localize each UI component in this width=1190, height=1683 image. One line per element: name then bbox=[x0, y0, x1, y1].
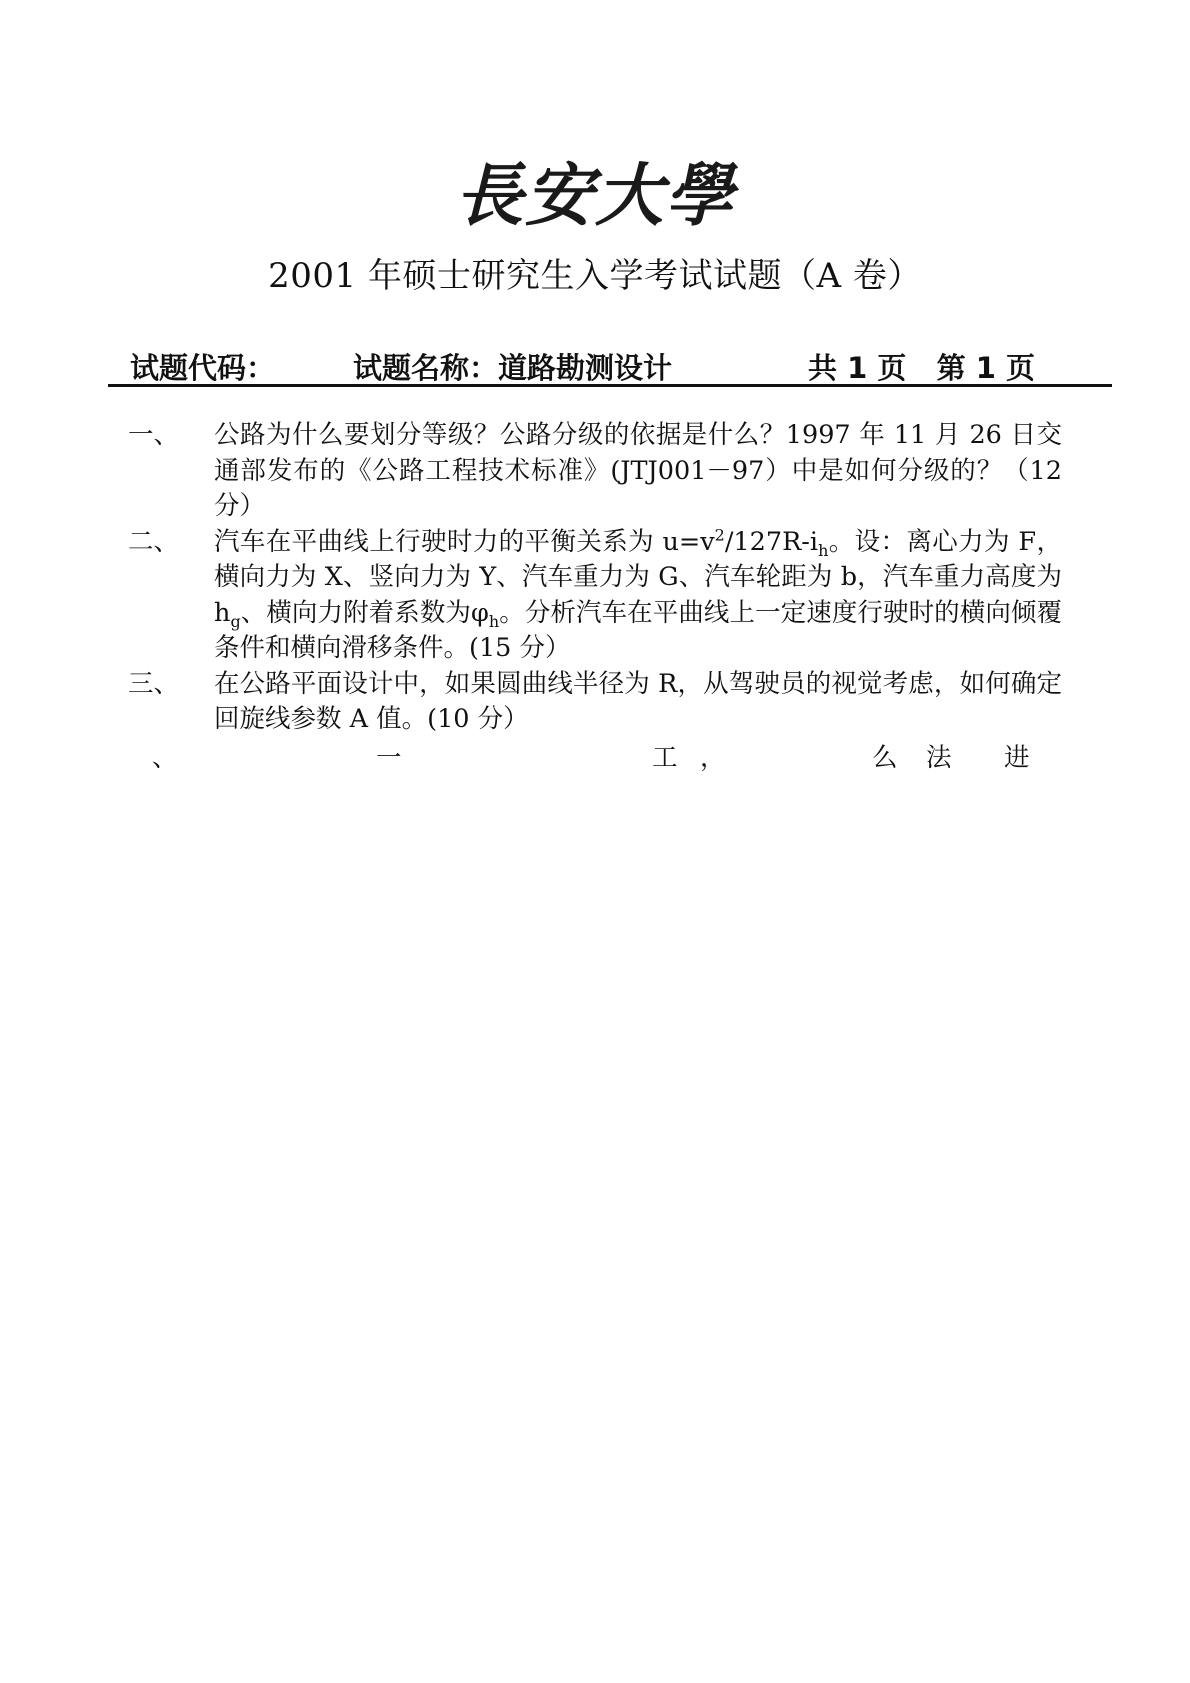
partial-glyph: 法 bbox=[926, 743, 952, 773]
exam-name-label: 试题名称：道路勘测设计 bbox=[353, 351, 673, 385]
exam-title: 2001 年硕士研究生入学考试试题（A 卷） bbox=[268, 256, 922, 296]
question-text-part: 、横向力附着系数为φ bbox=[240, 597, 489, 628]
question-text: 在公路平面设计中，如果圆曲线半径为 R，从驾驶员的视觉考虑，如何确定回旋线参数 A 值。(10 分） bbox=[214, 668, 1062, 734]
question-1 bbox=[128, 418, 1062, 525]
question-text: 公路为什么要划分等级？公路分级的依据是什么？1997 年 11 月 26 日交通部发布的《公路工程技术标准》(JTJ001－97）中是如何分级的？（12 分） bbox=[214, 420, 1062, 521]
header-divider bbox=[108, 384, 1112, 387]
partial-glyph: 工 bbox=[652, 743, 678, 773]
question-number: 三、 bbox=[128, 668, 180, 699]
partial-glyph: 么 bbox=[872, 743, 898, 773]
question-number: 二、 bbox=[128, 526, 180, 557]
exam-header bbox=[108, 346, 1108, 386]
question-text-part: /127R-i bbox=[724, 526, 819, 557]
page-count-label: 共 1 页 第 1 页 bbox=[808, 351, 1036, 385]
superscript: 2 bbox=[714, 525, 725, 544]
question-list bbox=[128, 418, 1062, 738]
question-text-part: 汽车在平曲线上行驶时力的平衡关系为 u=v bbox=[214, 526, 715, 557]
question-3 bbox=[128, 667, 1062, 738]
question-2 bbox=[128, 525, 1062, 667]
partial-glyph: 一 bbox=[376, 743, 402, 773]
cut-off-line bbox=[0, 738, 1190, 774]
question-text-part: 。分析汽车在平曲线上一定速度行驶时的横向倾覆条件和横向滑移条件。(15 分） bbox=[214, 597, 1062, 663]
partial-glyph: ， bbox=[700, 743, 726, 773]
university-logo: 長安大學 bbox=[454, 156, 735, 236]
exam-code-label: 试题代码： bbox=[130, 351, 276, 385]
subscript: g bbox=[230, 611, 241, 631]
question-text-part: 。设：离心力为 F，横向力为 X、竖向力为 Y、汽车重力为 G、汽车轮距为 b，汽车重力高度为 h bbox=[214, 526, 1062, 628]
subscript: h bbox=[488, 611, 500, 631]
partial-glyph: 、 bbox=[152, 743, 178, 773]
partial-glyph: 进 bbox=[1004, 743, 1030, 773]
subscript: h bbox=[818, 540, 829, 560]
question-number: 一、 bbox=[128, 420, 180, 450]
